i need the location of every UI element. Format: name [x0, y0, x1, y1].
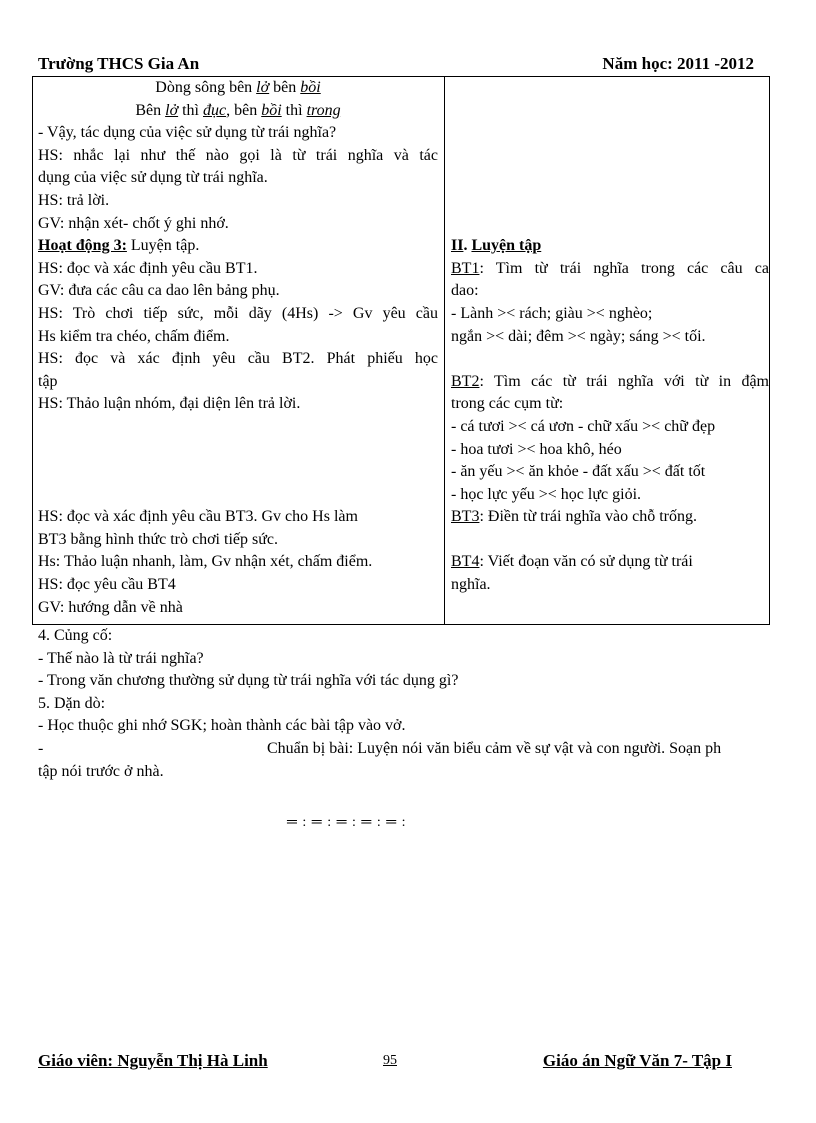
lesson-content [451, 77, 769, 597]
hs-bt3-line-2: BT3 bằng hình thức trò chơi tiếp sức. [38, 530, 278, 548]
homework-item-2: - Chuẩn bị bài: Luyện nói văn biểu cảm về sự vật và con người. Soạn ph [38, 739, 722, 757]
poem-line-1: Dòng sông bên lở bên bồi [155, 79, 321, 96]
homework-item-1: - Học thuộc ghi nhớ SGK; hoàn thành các bài tập vào vở. [38, 717, 406, 735]
consolidate-question-2: - Trong văn chương thường sử dụng từ trái nghĩa với tác dụng gì? [38, 672, 459, 690]
hs-relay-line-2: Hs kiểm tra chéo, chấm điểm. [38, 327, 230, 345]
section-separator: ═ : ═ : ═ : ═ : ═ : [287, 815, 407, 830]
bt3-line: BT3: Điền từ trái nghĩa vào chỗ trống. [451, 508, 697, 526]
poem-line-2: Bên lở thì đục, bên bồi thì trong [135, 101, 341, 119]
gv-conclude: GV: nhận xét- chốt ý ghi nhớ. [38, 214, 229, 232]
bt1-line-2: dao: [451, 282, 479, 300]
hs-recall-line-2: dụng của việc sử dụng từ trái nghĩa. [38, 169, 268, 187]
school-year: Năm học: 2011 -2012 [602, 54, 754, 73]
teacher-student-activities [38, 77, 438, 619]
column-divider [444, 77, 445, 624]
homework-heading: 5. Dặn dò: [38, 694, 106, 712]
consolidate-question-1: - Thế nào là từ trái nghĩa? [38, 649, 204, 667]
bt2-line-2: trong các cụm từ: [451, 395, 564, 413]
bt1-answer-1: - Lành >< rách; giàu >< nghèo; [451, 304, 653, 322]
hs-bt4: HS: đọc yêu cầu BT4 [38, 576, 176, 594]
bt2-answer-1: - cá tươi >< cá ươn - chữ xấu >< chữ đẹp [451, 417, 716, 435]
bt2-line-1: BT2: Tìm các từ trái nghĩa với từ in đậm [451, 372, 769, 390]
page-number: 95 [383, 1053, 397, 1068]
hs-answer: HS: trả lời. [38, 191, 110, 209]
bt4-line-1: BT4: Viết đoạn văn có sử dụng từ trái [451, 553, 693, 571]
bt2-answer-3: - ăn yếu >< ăn khỏe - đất xấu >< đất tốt [451, 463, 706, 481]
hs-bt2-line-2: tập [38, 372, 58, 390]
activity-heading: Hoạt động 3: Luyện tập. [38, 237, 200, 255]
lesson-table [32, 76, 770, 625]
section-heading: II. Luyện tập [451, 237, 542, 255]
question-effect: - Vậy, tác dụng của việc sử dụng từ trái nghĩa? [38, 124, 337, 142]
page-header [38, 54, 754, 77]
consolidate-heading: 4. Củng cố: [38, 627, 113, 644]
book-title: Giáo án Ngữ Văn 7- Tập I [542, 1051, 732, 1070]
bt1-answer-2: ngắn >< dài; đêm >< ngày; sáng >< tối. [451, 327, 706, 345]
hs-bt3-line-1: HS: đọc và xác định yêu cầu BT3. Gv cho Hs làm [38, 508, 358, 526]
teacher-name: Giáo viên: Nguyễn Thị Hà Linh [38, 1051, 268, 1070]
hs-bt1: HS: đọc và xác định yêu cầu BT1. [38, 259, 258, 277]
homework-item-3: tập nói trước ở nhà. [38, 762, 164, 780]
gv-home: GV: hướng dẫn về nhà [38, 598, 183, 616]
bt4-line-2: nghĩa. [451, 576, 491, 594]
hs-quick: Hs: Thảo luận nhanh, làm, Gv nhận xét, chấm điểm. [38, 553, 373, 571]
school-name: Trường THCS Gia An [38, 54, 200, 73]
bt2-answer-2: - hoa tươi >< hoa khô, héo [451, 440, 622, 458]
hs-relay-line-1: HS: Trò chơi tiếp sức, mỗi dãy (4Hs) -> Gv yêu cầu [38, 304, 438, 322]
gv-board: GV: đưa các câu ca dao lên bảng phụ. [38, 282, 280, 300]
page-footer [38, 1051, 732, 1073]
bt1-line-1: BT1: Tìm từ trái nghĩa trong các câu ca [451, 259, 769, 277]
hs-bt2-line-1: HS: đọc và xác định yêu cầu BT2. Phát phiếu học [38, 350, 438, 368]
hs-group: HS: Thảo luận nhóm, đại diện lên trả lời. [38, 395, 301, 413]
closing-section [38, 625, 816, 783]
hs-recall-line-1: HS: nhắc lại như thế nào gọi là từ trái nghĩa và tác [38, 146, 438, 164]
bt2-answer-4: - học lực yếu >< học lực giỏi. [451, 485, 642, 503]
